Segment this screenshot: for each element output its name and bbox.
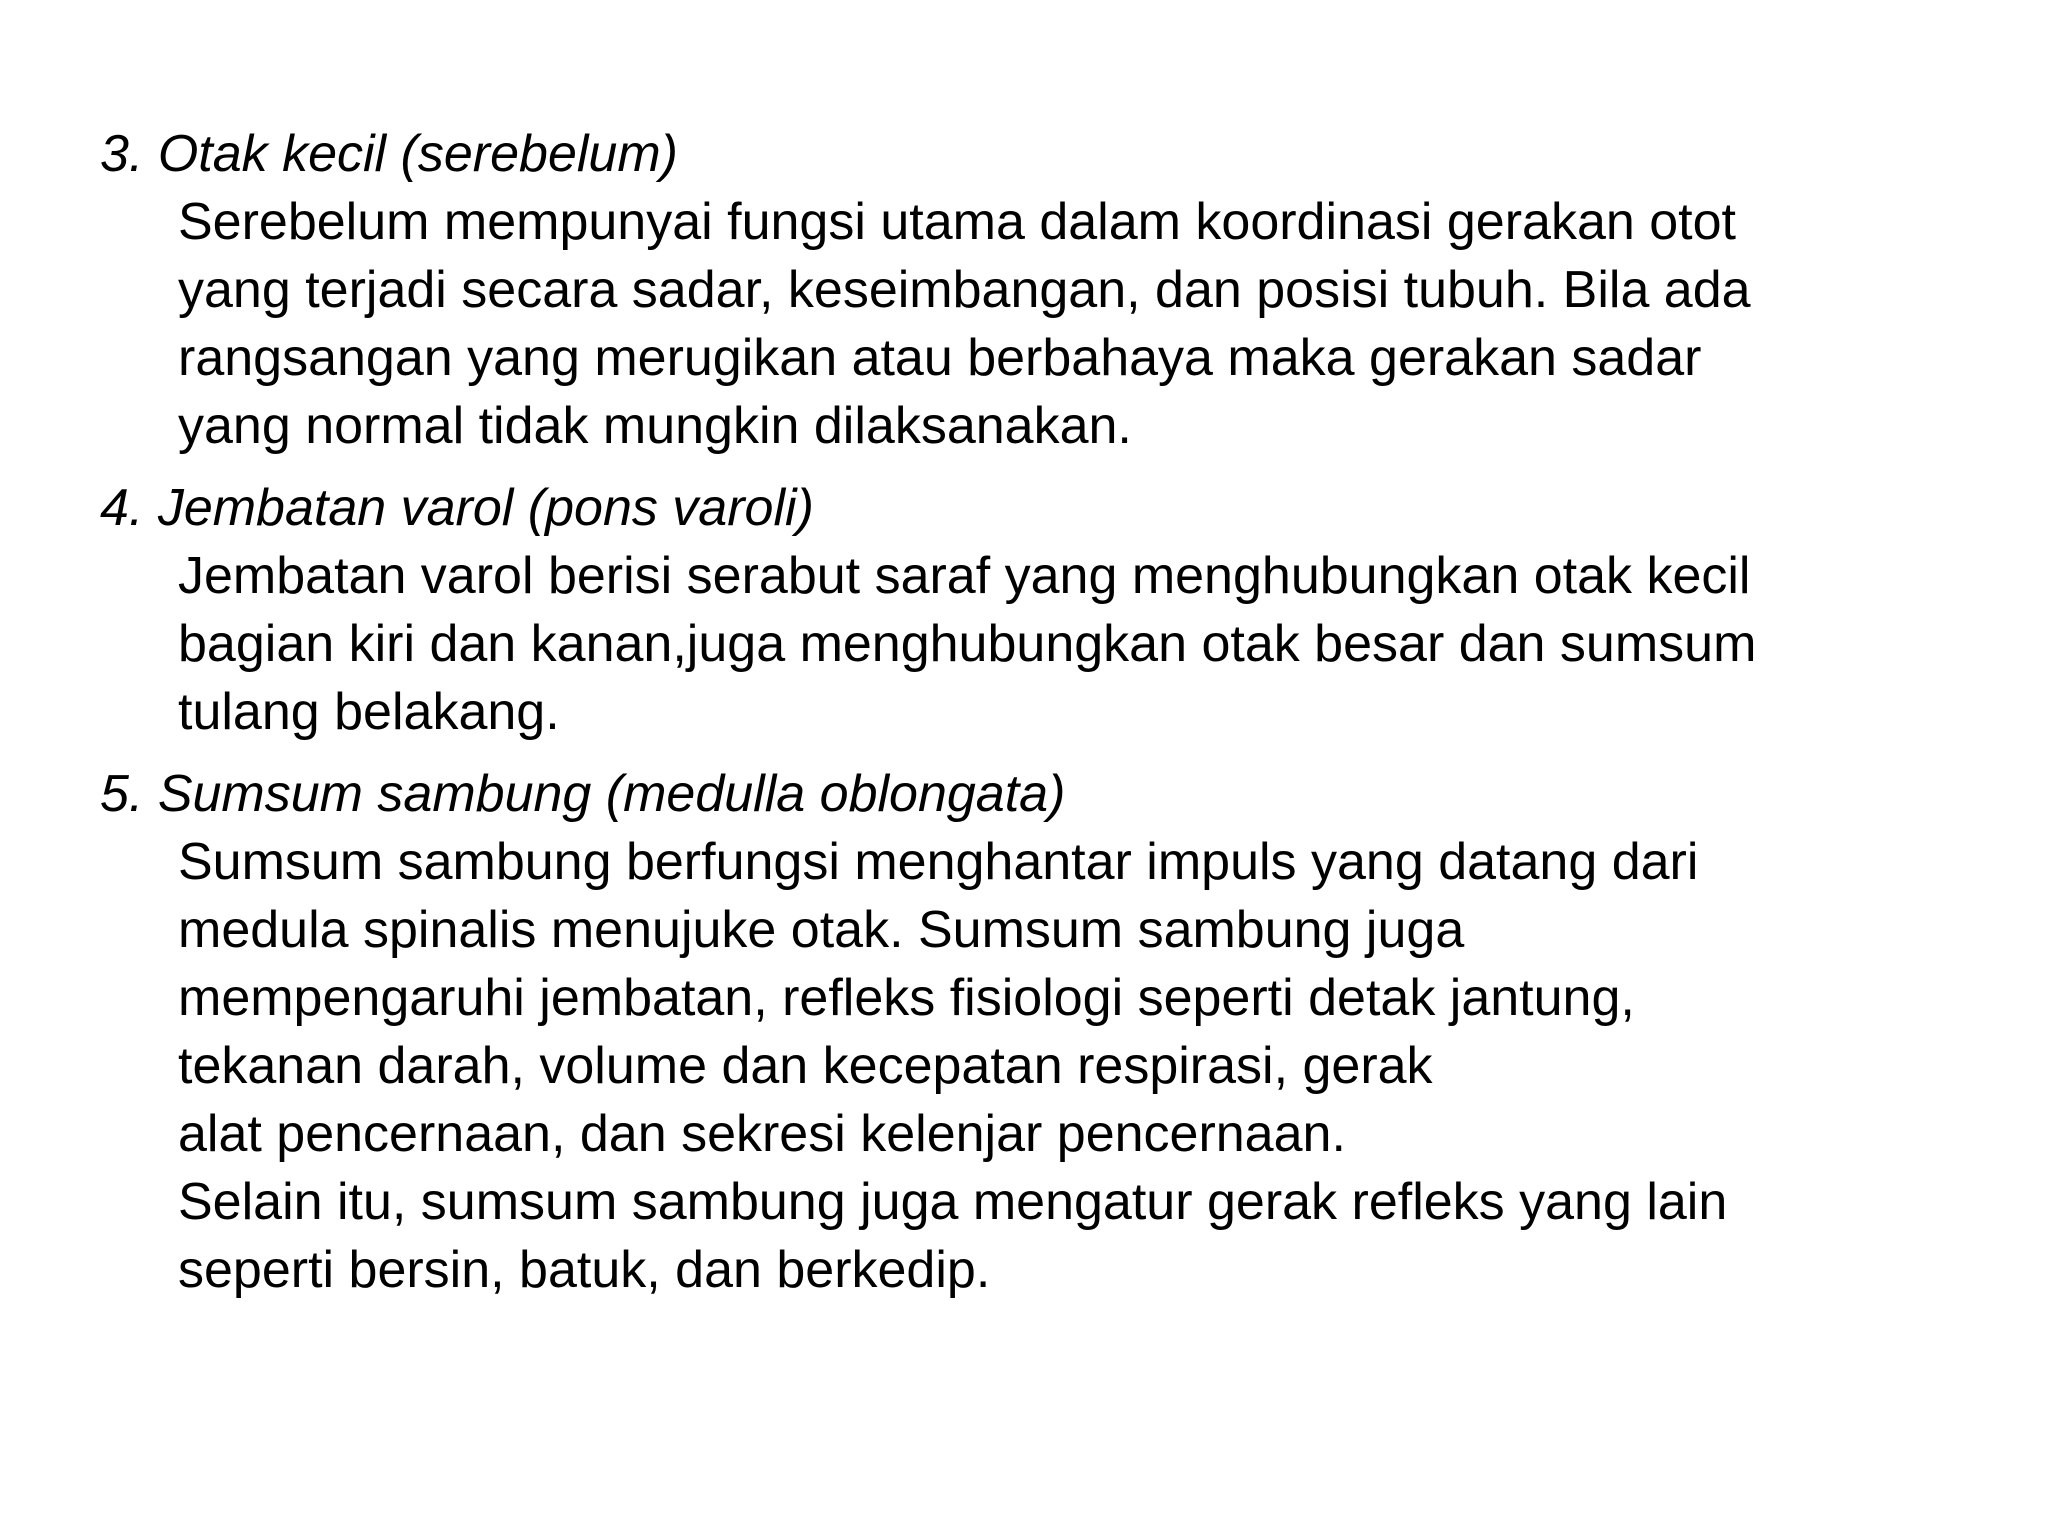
body-line: Sumsum sambung berfungsi menghantar impuls yang datang dari — [178, 833, 1699, 891]
body-line: Jembatan varol berisi serabut saraf yang menghubungkan otak kecil — [178, 547, 1751, 605]
body-line: Selain itu, sumsum sambung juga mengatur gerak refleks yang lain — [178, 1173, 1728, 1231]
body-line: bagian kiri dan kanan,juga menghubungkan otak besar dan sumsum — [178, 615, 1757, 673]
section-heading: 3. Otak kecil (serebelum) — [100, 125, 678, 183]
body-line: tekanan darah, volume dan kecepatan respirasi, gerak — [178, 1037, 1433, 1095]
body-line: yang normal tidak mungkin dilaksanakan. — [178, 397, 1132, 455]
body-line: medula spinalis menujuke otak. Sumsum sambung juga — [178, 901, 1465, 959]
section-serebelum — [100, 120, 1980, 460]
body-line: mempengaruhi jembatan, refleks fisiologi seperti detak jantung, — [178, 969, 1635, 1027]
section-pons-varoli — [100, 474, 1980, 746]
section-heading: 4. Jembatan varol (pons varoli) — [100, 479, 814, 537]
body-line: alat pencernaan, dan sekresi kelenjar pencernaan. — [178, 1105, 1346, 1163]
section-medulla-oblongata — [100, 760, 1980, 1304]
slide-content — [100, 120, 1980, 1304]
body-line: seperti bersin, batuk, dan berkedip. — [178, 1241, 991, 1299]
section-heading: 5. Sumsum sambung (medulla oblongata) — [100, 765, 1066, 823]
body-line: Serebelum mempunyai fungsi utama dalam koordinasi gerakan otot — [178, 193, 1736, 251]
body-line: yang terjadi secara sadar, keseimbangan, dan posisi tubuh. Bila ada — [178, 261, 1751, 319]
body-line: tulang belakang. — [178, 683, 560, 741]
body-line: rangsangan yang merugikan atau berbahaya maka gerakan sadar — [178, 329, 1702, 387]
